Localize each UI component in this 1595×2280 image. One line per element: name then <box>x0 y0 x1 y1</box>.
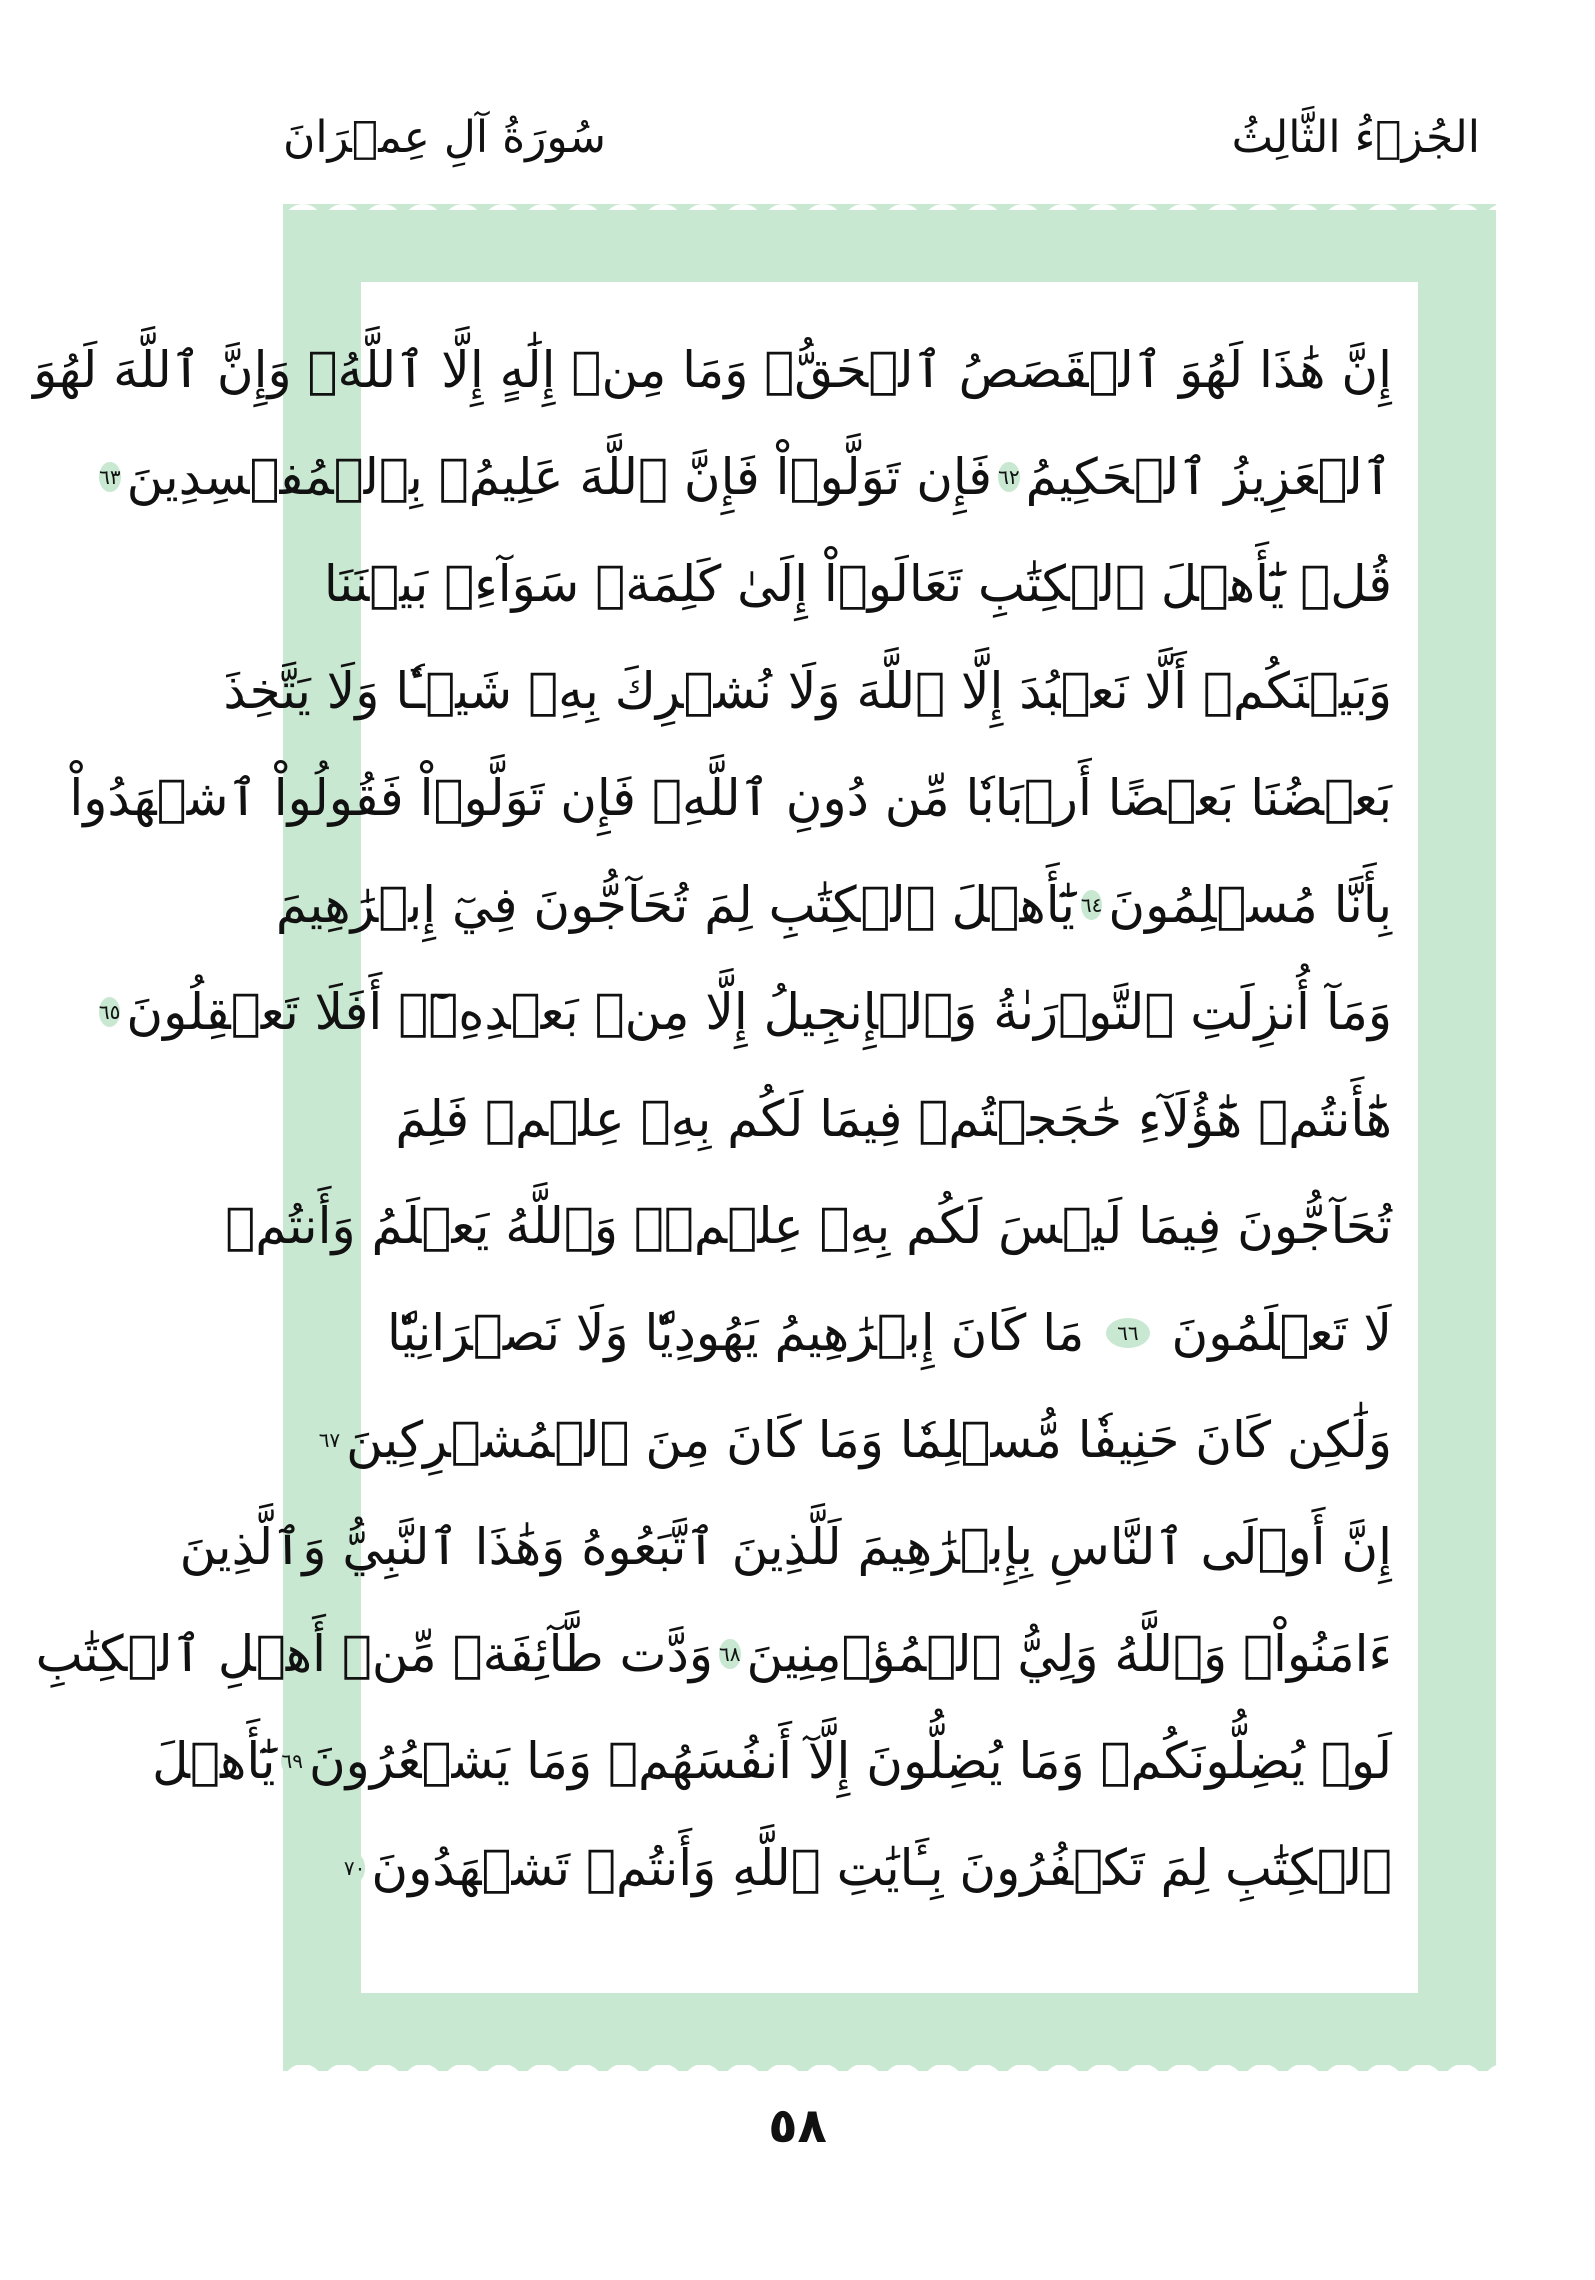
verse-text: وَبَيۡنَكُمۡ أَلَّا نَعۡبُدَ إِلَّا ٱللَّهَ وَلَا نُشۡرِكَ بِهِۦ شَيۡـٔٗا وَلَا يَتَّخِذَ <box>223 661 1392 720</box>
verse-line <box>69 744 1392 851</box>
verse-text: قُلۡ يَٰٓأَهۡلَ ٱلۡكِتَٰبِ تَعَالَوۡاْ إِلَىٰ كَلِمَةٖ سَوَآءِۭ بَيۡنَنَا <box>323 554 1392 613</box>
verse-text: وَلَٰكِن كَانَ حَنِيفٗا مُّسۡلِمٗا وَمَا كَانَ مِنَ ٱلۡمُشۡرِكِينَ <box>346 1410 1392 1469</box>
verse-text: وَمَآ أُنزِلَتِ ٱلتَّوۡرَىٰةُ وَٱلۡإِنجِيلُ إِلَّا مِنۢ بَعۡدِهِۦٓۚ أَفَلَا تَعۡقِلُونَ <box>126 982 1392 1041</box>
verse-text: لَوۡ يُضِلُّونَكُمۡ وَمَا يُضِلُّونَ إِلَّآ أَنفُسَهُمۡ وَمَا يَشۡعُرُونَ <box>308 1731 1392 1790</box>
ayah-number-marker: ٦٦ <box>1106 1318 1150 1348</box>
verse-text: يَٰٓأَهۡلَ ٱلۡكِتَٰبِ لِمَ تُحَآجُّونَ فِيٓ إِبۡرَٰهِيمَ <box>275 875 1075 934</box>
ayah-number-marker: ٦٣ <box>99 462 120 492</box>
verse-line <box>387 1065 1392 1172</box>
juz-name: الجُزۡءُ الثَّالِثُ <box>1231 112 1480 163</box>
verse-line <box>35 1600 1392 1707</box>
verse-text: ءَامَنُواْۗ وَٱللَّهُ وَلِيُّ ٱلۡمُؤۡمِنِينَ <box>746 1624 1392 1683</box>
ayah-number-marker: ٦٢ <box>998 462 1019 492</box>
text-panel <box>33 282 1418 1993</box>
ayah-number-marker: ٦٩ <box>281 1746 302 1776</box>
verse-lines <box>33 316 1392 1921</box>
ayah-number-marker: ٦٥ <box>99 997 120 1027</box>
ayah-number-marker: ٦٧ <box>319 1425 340 1455</box>
verse-line <box>179 1493 1392 1600</box>
page-header <box>283 112 1480 192</box>
ayah-number-marker: ٧٠ <box>344 1853 365 1883</box>
verse-line <box>343 1814 1392 1921</box>
verse-text: فَإِن تَوَلَّوۡاْ فَإِنَّ ٱللَّهَ عَلِيمُۢ بِٱلۡمُفۡسِدِينَ <box>126 447 993 506</box>
verse-line <box>323 530 1392 637</box>
verse-text: إِنَّ هَٰذَا لَهُوَ ٱلۡقَصَصُ ٱلۡحَقُّۚ وَمَا مِنۡ إِلَٰهٍ إِلَّا ٱللَّهُۚ وَإِنَّ ٱللَّهَ لَهُوَ <box>33 340 1392 399</box>
page-number: ٥٨ <box>768 2098 827 2154</box>
verse-line <box>387 1279 1392 1386</box>
verse-text: هَٰٓأَنتُمۡ هَٰٓؤُلَآءِ حَٰجَجۡتُمۡ فِيمَا لَكُم بِهِۦ عِلۡمٞ فَلِمَ <box>395 1089 1392 1148</box>
verse-text: بِأَنَّا مُسۡلِمُونَ <box>1108 875 1392 934</box>
ayah-number-marker: ٦٨ <box>719 1639 740 1669</box>
verse-line <box>223 637 1392 744</box>
verse-line <box>275 851 1392 958</box>
ayah-number-marker: ٦٤ <box>1081 890 1102 920</box>
verse-line <box>99 423 1392 530</box>
surah-name: سُورَةُ آلِ عِمۡرَانَ <box>283 112 606 163</box>
verse-line <box>318 1386 1392 1493</box>
verse-text: يَٰٓأَهۡلَ <box>152 1731 276 1790</box>
verse-text: بَعۡضُنَا بَعۡضًا أَرۡبَابٗا مِّن دُونِ ٱللَّهِۚ فَإِن تَوَلَّوۡاْ فَقُولُواْ ٱشۡهَدُواْ <box>69 768 1392 827</box>
verse-line <box>98 958 1392 1065</box>
verse-text: وَدَّت طَّآئِفَةٞ مِّنۡ أَهۡلِ ٱلۡكِتَٰبِ <box>35 1624 714 1683</box>
verse-text: إِنَّ أَوۡلَى ٱلنَّاسِ بِإِبۡرَٰهِيمَ لَلَّذِينَ ٱتَّبَعُوهُ وَهَٰذَا ٱلنَّبِيُّ وَٱلَّذِينَ <box>179 1517 1392 1576</box>
verse-text: تُحَآجُّونَ فِيمَا لَيۡسَ لَكُم بِهِۦ عِلۡمٞۚ وَٱللَّهُ يَعۡلَمُ وَأَنتُمۡ <box>225 1196 1392 1255</box>
verse-text: لَا تَعۡلَمُونَ <box>1171 1303 1392 1362</box>
decorative-frame <box>33 204 1496 2071</box>
verse-text: ٱلۡعَزِيزُ ٱلۡحَكِيمُ <box>1025 447 1392 506</box>
verse-text: ٱلۡكِتَٰبِ لِمَ تَكۡفُرُونَ بِـَٔايَٰتِ ٱللَّهِ وَأَنتُمۡ تَشۡهَدُونَ <box>371 1838 1392 1897</box>
verse-text: مَا كَانَ إِبۡرَٰهِيمُ يَهُودِيّٗا وَلَا نَصۡرَانِيّٗا <box>387 1303 1085 1362</box>
verse-line <box>33 316 1392 423</box>
verse-line <box>152 1707 1392 1814</box>
verse-line <box>225 1172 1392 1279</box>
